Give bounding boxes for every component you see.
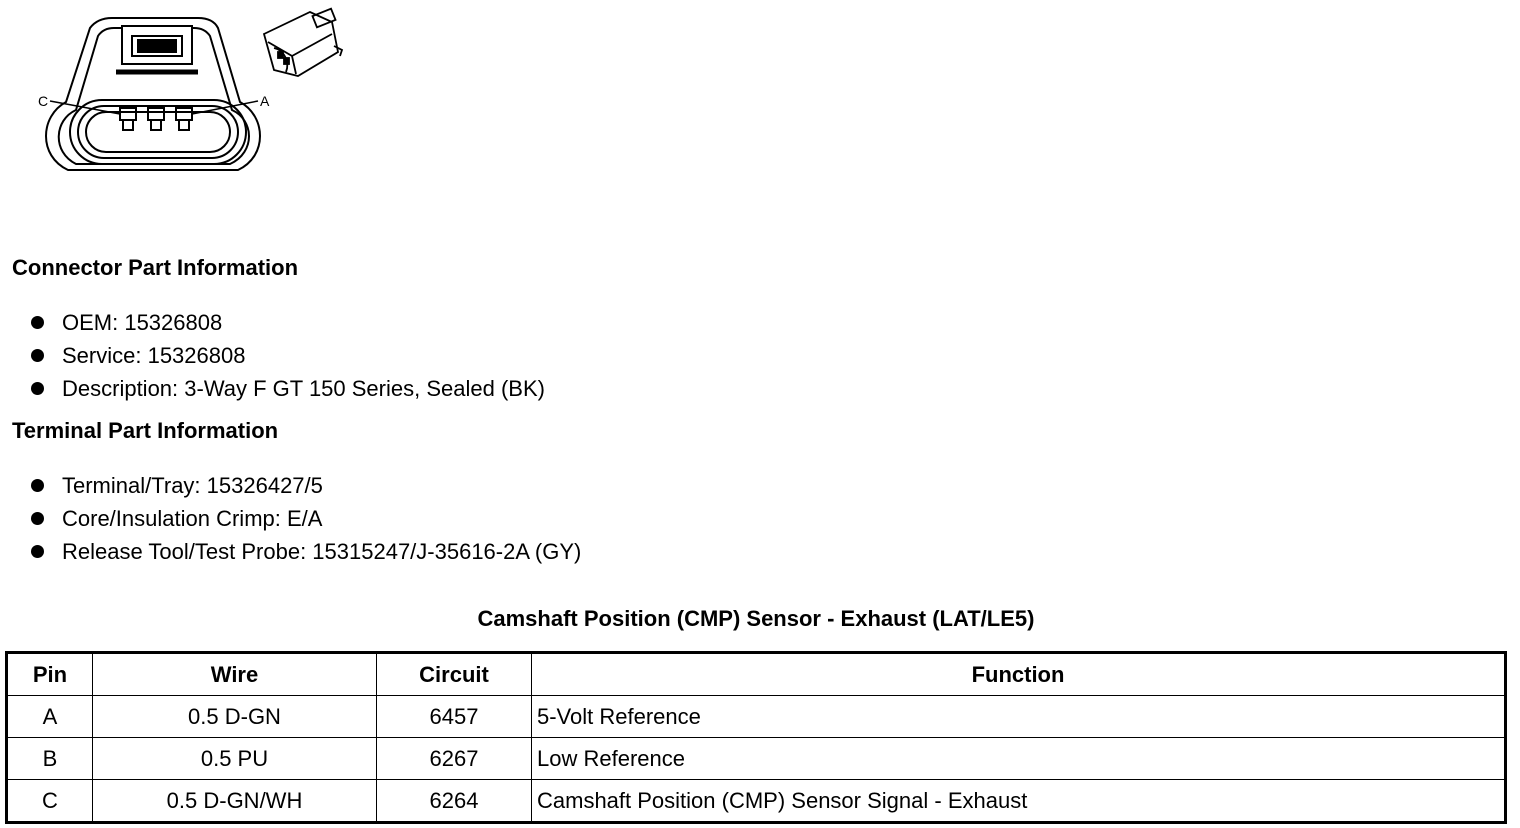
function-cell: 5-Volt Reference [532,696,1506,738]
connector-diagram [28,6,368,178]
pin-label-c: C [38,93,49,109]
pin-cell: A [7,696,93,738]
list-item: OEM: 15326808 [28,306,545,339]
table-row [7,696,1506,738]
circuit-cell: 6264 [377,780,532,823]
function-cell: Low Reference [532,738,1506,780]
circuit-cell: 6267 [377,738,532,780]
pin-cell: C [7,780,93,823]
connector-part-info-list [28,306,545,405]
column-header-function: Function [532,653,1506,696]
column-header-wire: Wire [93,653,377,696]
column-header-pin: Pin [7,653,93,696]
terminal-part-info-heading: Terminal Part Information [12,418,279,443]
pin-cell: B [7,738,93,780]
table-row [7,738,1506,780]
function-cell: Camshaft Position (CMP) Sensor Signal - Exhaust [532,780,1506,823]
terminal-part-info-list [28,469,581,568]
bullet-icon [31,512,44,525]
connector-3d-view-icon [264,9,342,76]
bullet-icon [31,545,44,558]
list-item: Description: 3-Way F GT 150 Series, Sealed (BK) [28,372,545,405]
list-item: Release Tool/Test Probe: 15315247/J-35616-2A (GY) [28,535,581,568]
table-row [7,780,1506,823]
column-header-circuit: Circuit [377,653,532,696]
table-title: Camshaft Position (CMP) Sensor - Exhaust (LAT/LE5) [477,606,1035,631]
connector-part-info-heading: Connector Part Information [12,255,299,280]
wire-cell: 0.5 D-GN/WH [93,780,377,823]
pinout-table [5,651,1507,824]
table-header-row [7,653,1506,696]
connector-face-drawing [46,18,260,170]
bullet-icon [31,316,44,329]
wire-cell: 0.5 PU [93,738,377,780]
bullet-icon [31,382,44,395]
list-item: Terminal/Tray: 15326427/5 [28,469,581,502]
wire-cell: 0.5 D-GN [93,696,377,738]
bullet-icon [31,349,44,362]
list-item: Service: 15326808 [28,339,545,372]
list-item: Core/Insulation Crimp: E/A [28,502,581,535]
bullet-icon [31,479,44,492]
pin-label-a: A [260,93,270,109]
circuit-cell: 6457 [377,696,532,738]
